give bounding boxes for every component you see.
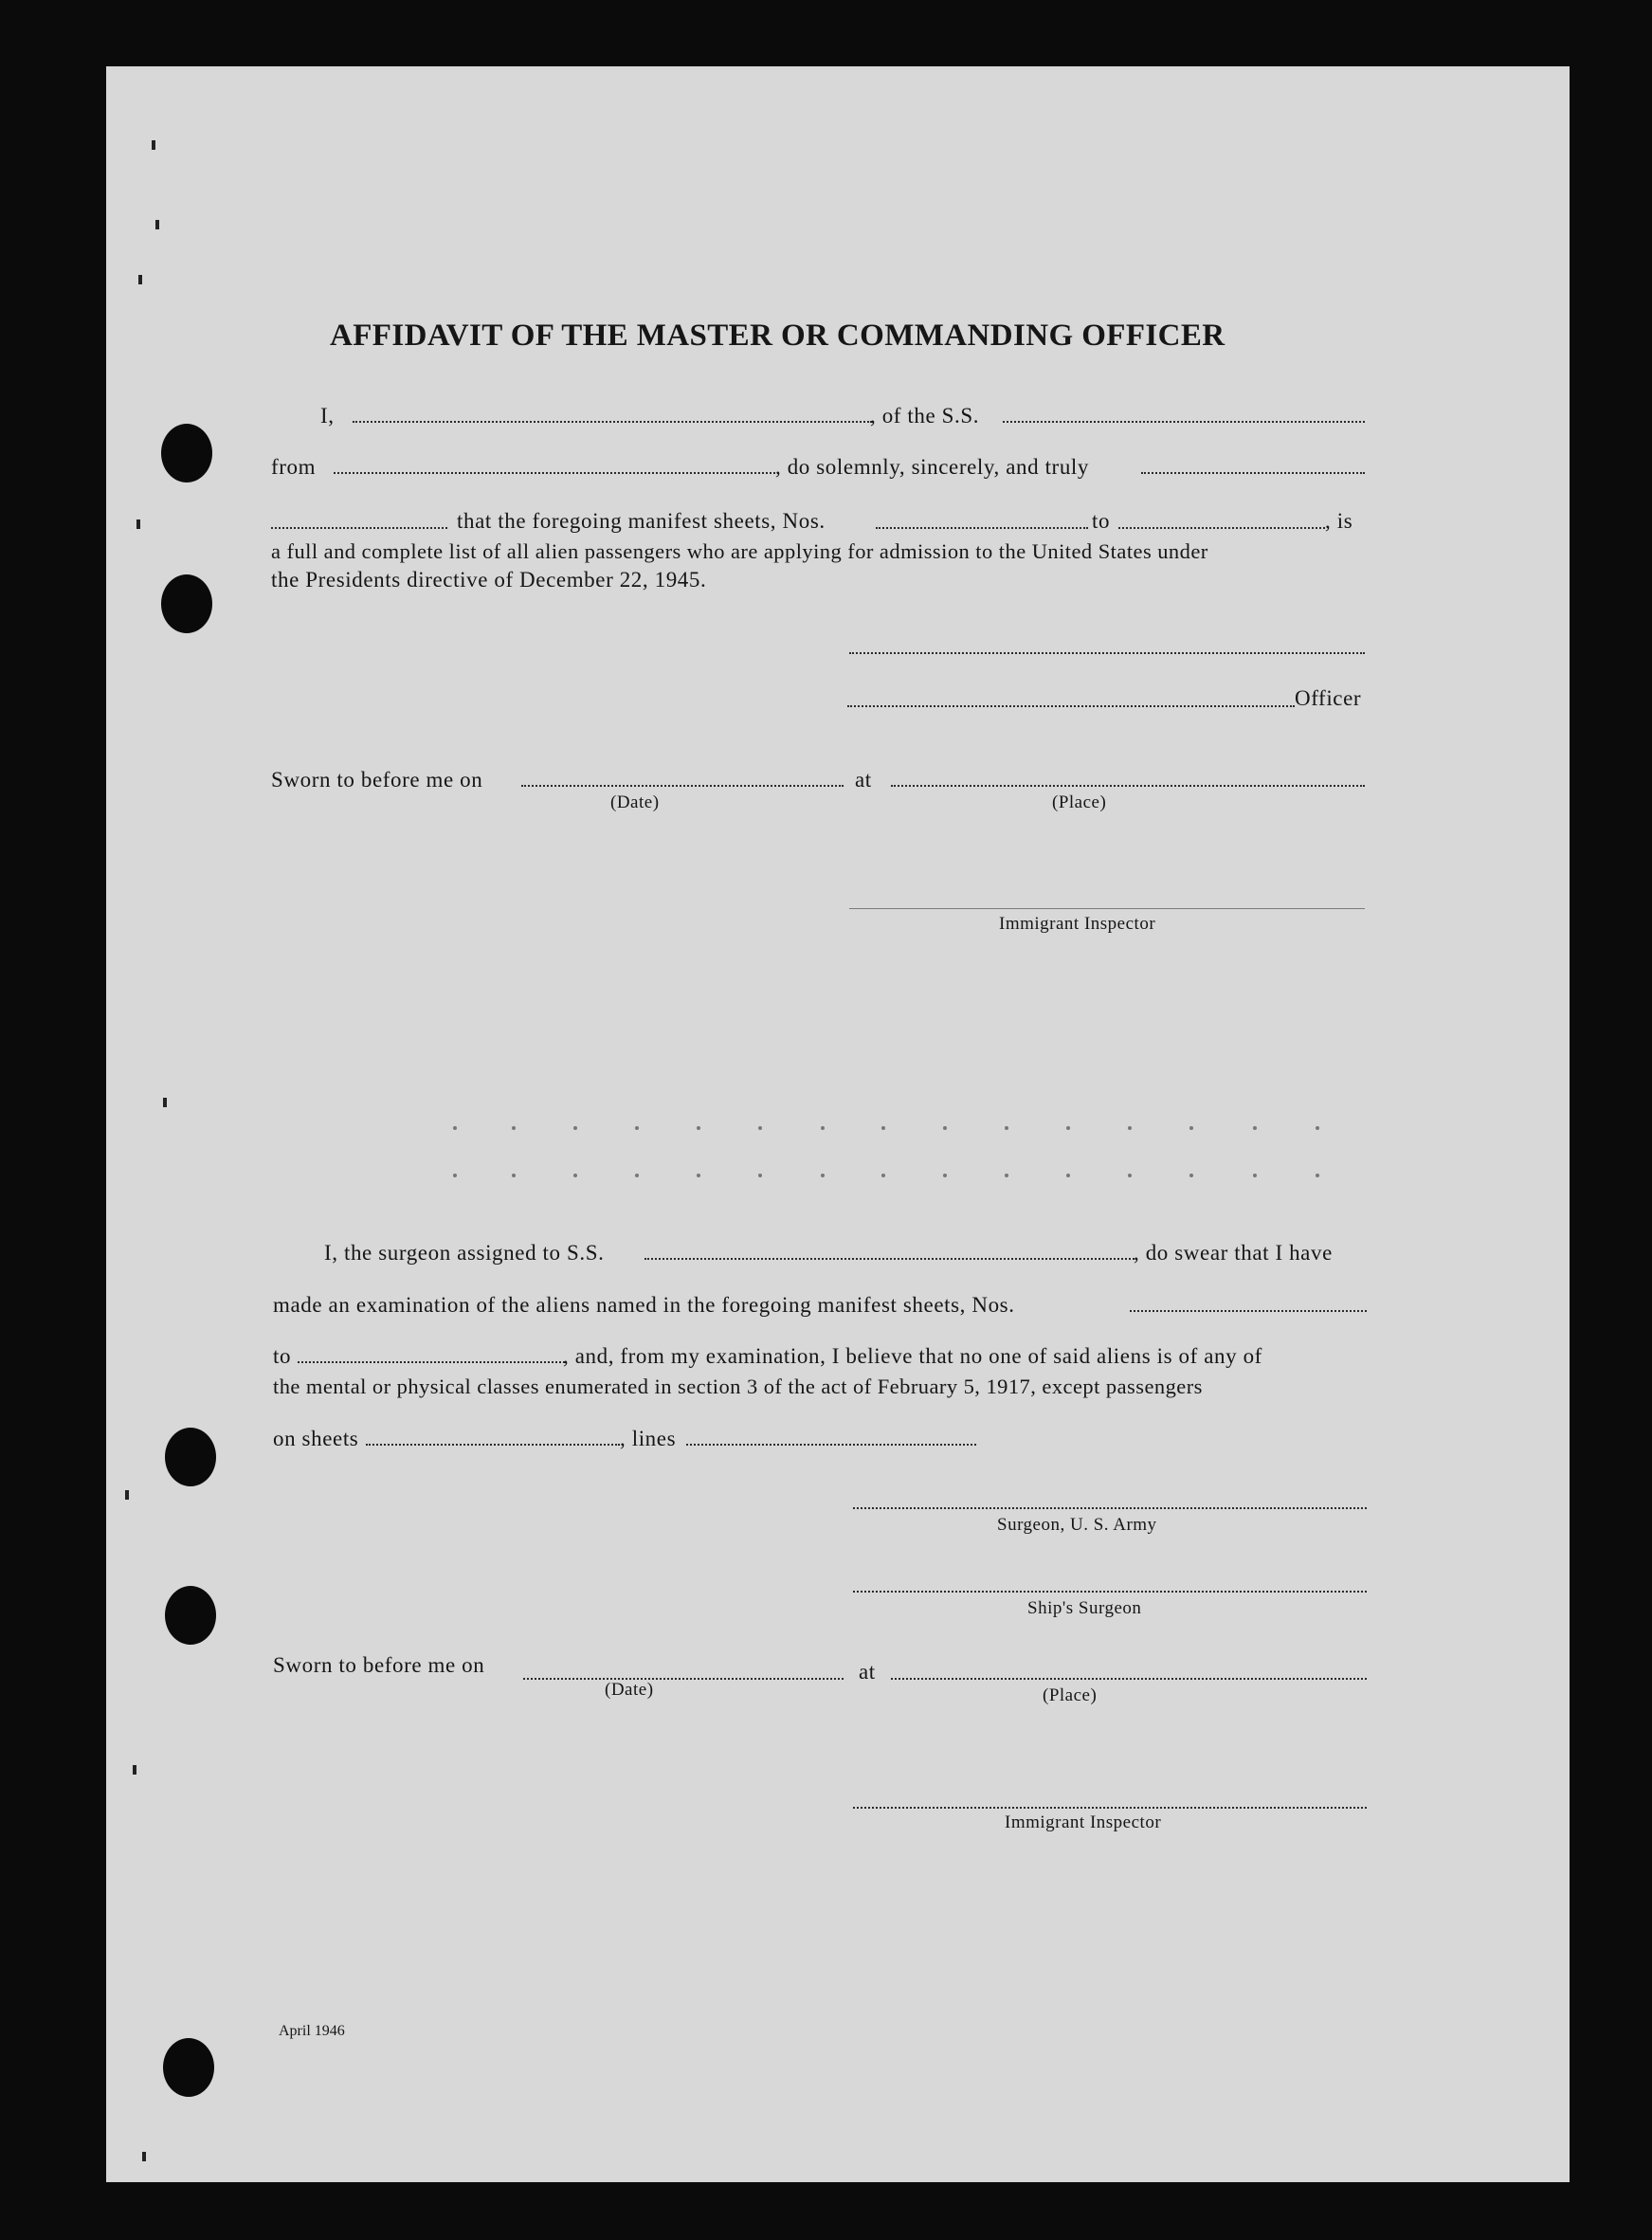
master-sworn-date-field[interactable] — [521, 785, 844, 787]
master-ship-name-field[interactable] — [1003, 421, 1365, 423]
punch-hole — [163, 2038, 214, 2097]
bleed-dot — [943, 1174, 947, 1177]
bleed-dot — [1316, 1174, 1319, 1177]
margin-mark — [138, 275, 142, 284]
master-to-label: to — [1092, 509, 1111, 533]
margin-mark — [152, 140, 155, 150]
bleed-dot — [1066, 1126, 1070, 1130]
master-place-caption: (Place) — [1052, 792, 1107, 812]
master-swear-field[interactable] — [271, 527, 447, 529]
officer-label: Officer — [1295, 686, 1362, 710]
surgeon-ship-name-field[interactable] — [644, 1258, 1137, 1260]
margin-mark — [125, 1490, 129, 1500]
bleed-dot — [1253, 1126, 1257, 1130]
surgeon-sworn-label: Sworn to before me on — [273, 1653, 485, 1677]
master-sworn-label: Sworn to before me on — [271, 768, 483, 792]
margin-mark — [163, 1098, 167, 1107]
bleed-dot — [1128, 1174, 1132, 1177]
master-statement-line: the Presidents directive of December 22, 1945. — [271, 568, 707, 592]
surgeon-statement-line: the mental or physical classes enumerated in section 3 of the act of February 5, 1917, except passengers — [273, 1375, 1203, 1398]
bleed-dot — [943, 1126, 947, 1130]
bleed-dot — [881, 1126, 885, 1130]
bleed-dot — [758, 1174, 762, 1177]
master-at-label: at — [855, 768, 872, 792]
master-nos-from-field[interactable] — [876, 527, 1088, 529]
army-surgeon-label: Surgeon, U. S. Army — [997, 1515, 1157, 1535]
margin-mark — [133, 1765, 136, 1775]
master-from-label: from — [271, 455, 317, 479]
bleed-dot — [573, 1126, 577, 1130]
bleed-dot — [1189, 1174, 1193, 1177]
margin-mark — [136, 519, 140, 529]
punch-hole — [165, 1586, 216, 1645]
affidavit-page — [106, 66, 1570, 2182]
bleed-dot — [453, 1174, 457, 1177]
master-sworn-place-field[interactable] — [891, 785, 1365, 787]
bleed-dot — [1005, 1126, 1008, 1130]
master-is-label: , is — [1325, 509, 1353, 533]
bleed-dot — [758, 1126, 762, 1130]
bleed-dot — [821, 1126, 825, 1130]
punch-hole — [161, 574, 212, 633]
bleed-dot — [453, 1126, 457, 1130]
master-inspector-label: Immigrant Inspector — [999, 914, 1156, 934]
master-nos-to-field[interactable] — [1118, 527, 1325, 529]
bleed-dot — [1316, 1126, 1319, 1130]
master-oath-field[interactable] — [1141, 472, 1365, 474]
surgeon-sheets-field[interactable] — [366, 1444, 620, 1446]
bleed-dot — [573, 1174, 577, 1177]
bleed-dot — [697, 1174, 700, 1177]
bleed-dot — [512, 1126, 516, 1130]
surgeon-at-label: at — [859, 1660, 876, 1684]
surgeon-sworn-place-field[interactable] — [891, 1678, 1367, 1680]
bleed-dot — [1066, 1174, 1070, 1177]
bleed-dot — [512, 1174, 516, 1177]
surgeon-nos-from-field[interactable] — [1130, 1310, 1367, 1312]
army-surgeon-signature-line[interactable] — [853, 1507, 1367, 1509]
master-inspector-signature-line[interactable] — [849, 908, 1365, 909]
bleed-dot — [821, 1174, 825, 1177]
surgeon-on-sheets-label: on sheets — [273, 1427, 359, 1450]
surgeon-exam-label: made an examination of the aliens named in the foregoing manifest sheets, Nos. — [273, 1293, 1015, 1317]
punch-hole — [161, 424, 212, 483]
master-of-ss-label: , of the S.S. — [870, 404, 980, 428]
form-date: April 1946 — [279, 2023, 345, 2039]
surgeon-date-caption: (Date) — [605, 1680, 654, 1700]
ship-surgeon-signature-line[interactable] — [853, 1591, 1367, 1593]
surgeon-to-label: to — [273, 1344, 292, 1368]
master-date-caption: (Date) — [610, 792, 660, 812]
bleed-dot — [697, 1126, 700, 1130]
surgeon-inspector-signature-line[interactable] — [853, 1807, 1367, 1809]
margin-mark — [142, 2152, 146, 2161]
officer-signature-line-1[interactable] — [849, 652, 1365, 654]
master-solemnly-label: , do solemnly, sincerely, and truly — [775, 455, 1090, 479]
surgeon-lines-label: , lines — [620, 1427, 677, 1450]
punch-hole — [165, 1428, 216, 1486]
surgeon-intro-label: I, the surgeon assigned to S.S. — [324, 1241, 605, 1265]
surgeon-finding-label: , and, from my examination, I believe that no one of said aliens is of any of — [563, 1344, 1262, 1368]
margin-mark — [155, 220, 159, 229]
surgeon-swear-label: , do swear that I have — [1134, 1241, 1333, 1265]
master-name-field[interactable] — [353, 421, 872, 423]
bleed-dot — [1189, 1126, 1193, 1130]
bleed-dot — [1128, 1126, 1132, 1130]
surgeon-lines-field[interactable] — [686, 1444, 976, 1446]
surgeon-sworn-date-field[interactable] — [523, 1678, 844, 1680]
bleed-dot — [635, 1174, 639, 1177]
master-statement-line: a full and complete list of all alien passengers who are applying for admission to the United States under — [271, 539, 1208, 563]
master-that-label: that the foregoing manifest sheets, Nos. — [457, 509, 826, 533]
officer-signature-line-2[interactable] — [847, 705, 1295, 707]
bleed-dot — [1005, 1174, 1008, 1177]
bleed-dot — [1253, 1174, 1257, 1177]
ship-surgeon-label: Ship's Surgeon — [1027, 1598, 1142, 1618]
bleed-dot — [635, 1126, 639, 1130]
surgeon-nos-to-field[interactable] — [298, 1361, 565, 1363]
surgeon-place-caption: (Place) — [1043, 1685, 1098, 1705]
bleed-dot — [881, 1174, 885, 1177]
master-from-field[interactable] — [334, 472, 779, 474]
surgeon-inspector-label: Immigrant Inspector — [1005, 1812, 1162, 1832]
page-title: AFFIDAVIT OF THE MASTER OR COMMANDING OFFICER — [330, 319, 1225, 353]
master-i-label: I, — [320, 404, 335, 428]
